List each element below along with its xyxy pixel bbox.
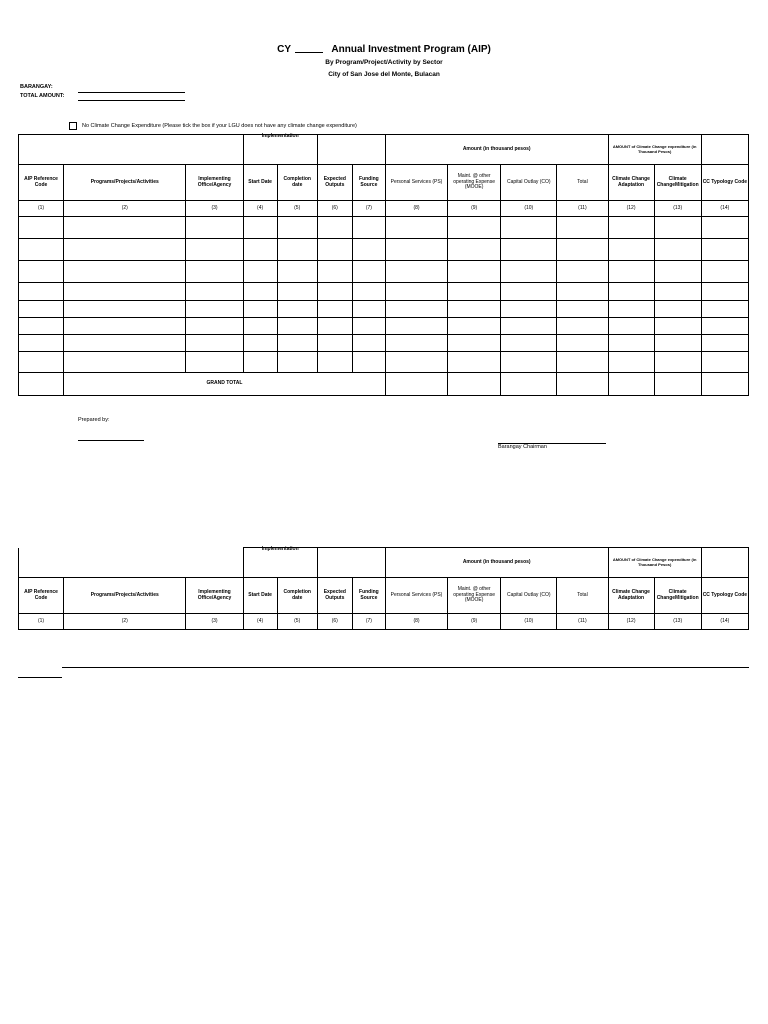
col-header-completion-date: Completion date — [277, 165, 317, 201]
prepared-by-signature-line[interactable] — [78, 440, 144, 441]
no-climate-change-label: No Climate Change Expenditure (Please tick the box if your LGU does not have any climate change expenditure) — [82, 123, 357, 129]
grand-total-typology[interactable] — [701, 373, 748, 396]
col-num: (1) — [19, 614, 64, 630]
grand-total-ccm[interactable] — [654, 373, 701, 396]
col-header-total: Total — [557, 578, 608, 614]
cc-amount-header: AMOUNT of Climate Change expenditure (in Thousand Pesos) — [608, 135, 701, 165]
blank-header-cell — [701, 548, 748, 578]
col-num: (9) — [448, 614, 501, 630]
chairman-label: Barangay Chairman — [498, 444, 547, 450]
title-text: Annual Investment Program (AIP) — [331, 44, 491, 55]
col-header-completion-date: Completion date — [277, 578, 317, 614]
col-num: (12) — [608, 201, 654, 217]
blank-header-cell — [19, 548, 244, 578]
prepared-by-label: Prepared by: — [78, 417, 110, 423]
col-header-mooe: Maint. @ other operating Expense (MOOE) — [448, 165, 501, 201]
col-header-implementing-office: Implementing Office/Agency — [186, 578, 243, 614]
col-num: (11) — [557, 614, 608, 630]
table-row[interactable] — [19, 352, 749, 373]
col-num: (13) — [654, 614, 701, 630]
col-header-expected-outputs: Expected Outputs — [317, 578, 352, 614]
col-num: (10) — [501, 614, 557, 630]
table-row[interactable] — [19, 318, 749, 335]
grand-total-row — [19, 373, 749, 396]
col-num: (6) — [317, 614, 352, 630]
col-num: (2) — [64, 201, 186, 217]
col-header-funding-source: Funding Source — [352, 578, 385, 614]
col-header-start-date: Start Date — [243, 578, 277, 614]
table-row[interactable] — [19, 335, 749, 352]
col-header-co: Capital Outlay (CO) — [501, 165, 557, 201]
col-header-ps: Personal Services (PS) — [385, 165, 447, 201]
aip-table — [18, 134, 749, 396]
col-header-cc-mitigation: Climate ChangeMitigation — [654, 165, 701, 201]
col-num: (13) — [654, 201, 701, 217]
table-row[interactable] — [19, 261, 749, 283]
amount-header: Amount (in thousand pesos) — [385, 548, 608, 578]
col-num: (4) — [243, 614, 277, 630]
grand-total-total[interactable] — [557, 373, 608, 396]
blank-header-cell — [19, 135, 244, 165]
col-header-funding-source: Funding Source — [352, 165, 385, 201]
short-rule — [18, 677, 62, 678]
col-header-mooe: Maint. @ other operating Expense (MOOE) — [448, 578, 501, 614]
document-location: City of San Jose del Monte, Bulacan — [328, 71, 440, 78]
col-header-cc-mitigation: Climate ChangeMitigation — [654, 578, 701, 614]
col-num: (5) — [277, 614, 317, 630]
col-header-ps: Personal Services (PS) — [385, 578, 447, 614]
col-num: (3) — [186, 201, 243, 217]
col-num: (6) — [317, 201, 352, 217]
blank-header-cell — [317, 135, 385, 165]
grand-total-ps[interactable] — [385, 373, 447, 396]
grand-total-cca[interactable] — [608, 373, 654, 396]
amount-header: Amount (in thousand pesos) — [385, 135, 608, 165]
col-num: (11) — [557, 201, 608, 217]
barangay-field[interactable] — [78, 92, 185, 93]
col-header-co: Capital Outlay (CO) — [501, 578, 557, 614]
col-num: (12) — [608, 614, 654, 630]
col-num: (5) — [277, 201, 317, 217]
col-header-cc-typology: CC Typology Code — [701, 578, 748, 614]
grand-total-co[interactable] — [501, 373, 557, 396]
grand-total-label: GRAND TOTAL — [64, 373, 386, 396]
col-num: (8) — [385, 614, 447, 630]
document-title — [0, 44, 768, 55]
col-header-aip-ref: AIP Reference Code — [19, 165, 64, 201]
implementation-header: Implementation — [243, 548, 317, 578]
table-row[interactable] — [19, 239, 749, 261]
col-num: (7) — [352, 614, 385, 630]
total-amount-label: TOTAL AMOUNT: — [20, 93, 65, 99]
col-num: (9) — [448, 201, 501, 217]
blank-header-cell — [701, 135, 748, 165]
cy-label: CY — [277, 44, 291, 55]
col-header-expected-outputs: Expected Outputs — [317, 165, 352, 201]
col-num: (2) — [64, 614, 186, 630]
col-num: (14) — [701, 201, 748, 217]
col-num: (14) — [701, 614, 748, 630]
horizontal-rule — [62, 667, 749, 668]
col-num: (3) — [186, 614, 243, 630]
col-num: (8) — [385, 201, 447, 217]
col-header-cc-typology: CC Typology Code — [701, 165, 748, 201]
col-header-implementing-office: Implementing Office/Agency — [186, 165, 243, 201]
cc-amount-header: AMOUNT of Climate Change expenditure (in Thousand Pesos) — [608, 548, 701, 578]
aip-table-page2 — [18, 547, 749, 630]
col-header-aip-ref: AIP Reference Code — [19, 578, 64, 614]
no-climate-change-checkbox[interactable] — [69, 122, 77, 130]
col-num: (1) — [19, 201, 64, 217]
implementation-header: Implementation — [243, 135, 317, 165]
blank-header-cell — [317, 548, 385, 578]
col-header-ppa: Programs/Projects/Activities — [64, 578, 186, 614]
col-header-cc-adaptation: Climate Change Adaptation — [608, 165, 654, 201]
col-num: (10) — [501, 201, 557, 217]
table-row[interactable] — [19, 217, 749, 239]
total-amount-field[interactable] — [78, 100, 185, 101]
col-header-cc-adaptation: Climate Change Adaptation — [608, 578, 654, 614]
col-num: (4) — [243, 201, 277, 217]
grand-total-mooe[interactable] — [448, 373, 501, 396]
barangay-label: BARANGAY: — [20, 84, 53, 90]
table-row[interactable] — [19, 301, 749, 318]
table-row[interactable] — [19, 283, 749, 301]
col-header-total: Total — [557, 165, 608, 201]
col-header-ppa: Programs/Projects/Activities — [64, 165, 186, 201]
col-header-start-date: Start Date — [243, 165, 277, 201]
cy-year-blank[interactable] — [295, 44, 323, 53]
document-subtitle: By Program/Project/Activity by Sector — [325, 59, 443, 66]
col-num: (7) — [352, 201, 385, 217]
